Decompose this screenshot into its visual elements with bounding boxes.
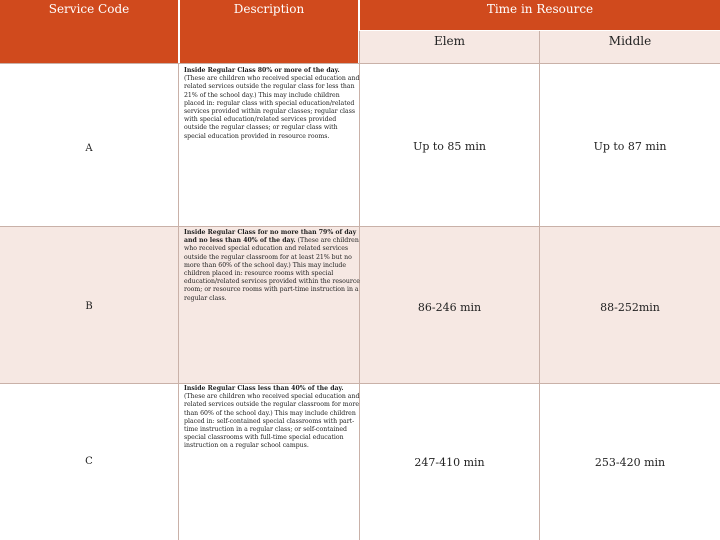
row-b-description: [184, 229, 360, 303]
row-c-description: [184, 385, 360, 451]
row-b-description-bold: Inside Regular Class for no more than 79% of day and no less than 40% of the day.: [184, 229, 357, 245]
header-service-code-label: Service Code: [48, 2, 130, 16]
header-description: [180, 0, 358, 63]
subheader-middle: [540, 31, 720, 63]
row-a-description-text: (These are children who received special education and related services outside the regular class for less than 21% of the school day.) This may include children placed in: regular class with special education/related services provided within regular classes; regular class with special education/related services provided outside the regular classes; or regular class with special education provided in resource rooms.: [184, 75, 360, 140]
header-time-in-resource: [360, 0, 720, 30]
subheader-middle-label: Middle: [608, 34, 652, 48]
row-b-elem-time: 86-246 min: [417, 301, 482, 314]
header-time-in-resource-label: Time in Resource: [486, 2, 594, 16]
row-b-code: B: [85, 301, 93, 312]
subheader-elem-label: Elem: [433, 34, 466, 48]
header-service-code: [0, 0, 178, 63]
row-c-elem-time: 247-410 min: [414, 456, 485, 469]
row-a-description: [184, 67, 360, 141]
row-c-code: C: [85, 456, 93, 467]
row-b-description-text: (These are children who received special education and related services outside the regular classroom for at least 21% but no more than 60% of the school day.) This may include children placed in: resource rooms with special education/related services provided within the resource room; or resource rooms with part-time instruction in a regular class.: [184, 237, 360, 302]
row-a-code: A: [85, 143, 93, 154]
row-a-middle-time: Up to 87 min: [593, 140, 667, 153]
row-c-middle-time: 253-420 min: [594, 456, 666, 469]
row-c-description-text: (These are children who received special education and related services outside the regular classroom for more than 60% of the school day.) This may include children placed in: self-contained special classrooms with part-time instruction in a regular class; or self-contained special classrooms with full-time special education instruction on a regular school campus.: [184, 393, 360, 450]
subheader-elem: [360, 31, 539, 63]
row-a-description-bold: Inside Regular Class 80% or more of the day.: [184, 67, 340, 74]
header-description-label: Description: [233, 2, 305, 16]
row-b-middle-time: 88-252min: [600, 301, 660, 314]
row-a-elem-time: Up to 85 min: [413, 140, 486, 153]
row-c-description-bold: Inside Regular Class less than 40% of the day.: [184, 385, 344, 392]
